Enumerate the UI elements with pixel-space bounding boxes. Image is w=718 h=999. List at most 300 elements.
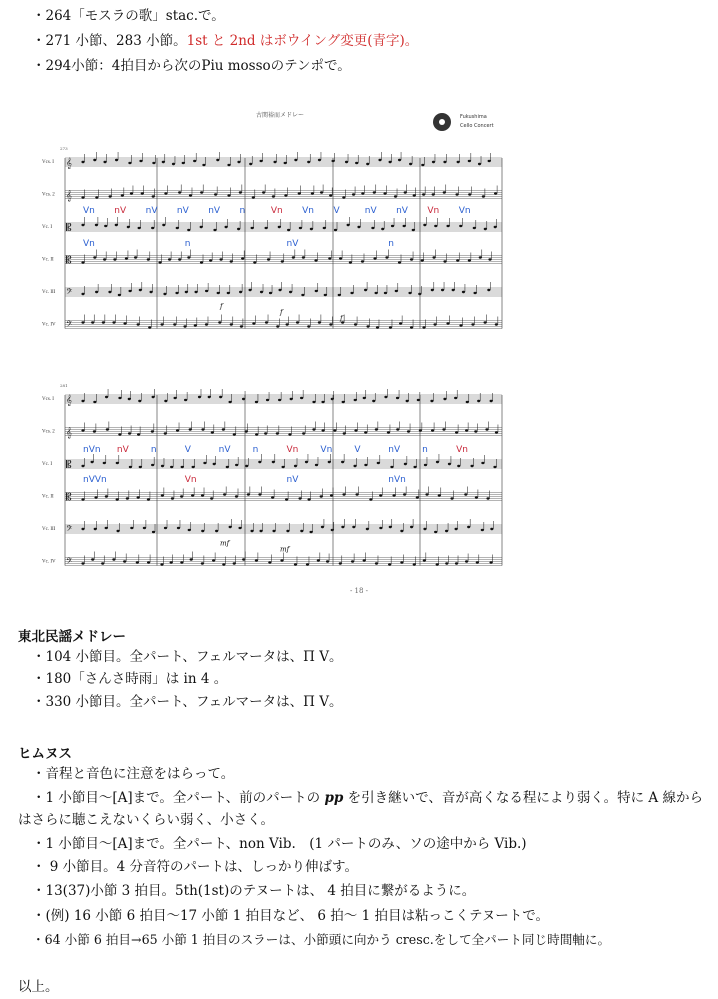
note: [385, 256, 388, 258]
note: [81, 465, 84, 467]
note: [450, 497, 453, 499]
intro-line-3: ・294小節：4拍目から次のPiu mossoのテンポで。: [32, 58, 351, 74]
note: [224, 226, 227, 228]
note: [81, 224, 84, 226]
note: [424, 464, 427, 466]
clef: 𝄡: [66, 492, 72, 504]
note: [443, 260, 446, 262]
note: [233, 433, 236, 435]
note: [465, 560, 468, 562]
note: [222, 428, 225, 430]
bowing-mark: Vn: [320, 445, 333, 455]
note: [239, 191, 242, 193]
tohoku-line-1: ・104 小節目。全パート、フェルマータは、Π V。: [32, 649, 343, 665]
note: [381, 228, 384, 230]
note: [81, 261, 84, 263]
note: [305, 461, 308, 463]
note: [237, 228, 240, 230]
note: [404, 463, 407, 465]
ensemble-logo: [433, 113, 494, 131]
note: [152, 396, 155, 398]
note: [112, 321, 115, 323]
note: [421, 259, 424, 261]
note: [216, 159, 219, 161]
hymnus-heading: ヒムヌス: [18, 746, 72, 762]
note: [495, 323, 498, 325]
note: [353, 465, 356, 467]
staff-label: Vcs. 2: [42, 429, 55, 435]
note: [375, 428, 378, 430]
note: [235, 495, 238, 497]
note: [354, 429, 357, 431]
note: [343, 432, 346, 434]
note: [354, 399, 357, 401]
note: [229, 526, 232, 528]
clef: 𝄞: [66, 395, 72, 406]
note: [306, 563, 309, 565]
note: [160, 563, 163, 565]
note: [432, 161, 435, 163]
note: [219, 258, 222, 260]
note: [389, 526, 392, 528]
note: [298, 192, 301, 194]
note: [389, 326, 392, 328]
note: [294, 563, 297, 565]
note: [321, 401, 324, 403]
note: [302, 432, 305, 434]
note: [176, 227, 179, 229]
note: [240, 325, 243, 327]
note: [342, 401, 345, 403]
note: [333, 429, 336, 431]
note: [409, 163, 412, 165]
note: [168, 258, 171, 260]
note: [121, 194, 124, 196]
note: [398, 261, 401, 263]
note: [331, 398, 334, 400]
note: [438, 494, 441, 496]
note: [238, 527, 241, 529]
note: [272, 461, 275, 463]
dynamic-mark: f: [280, 308, 283, 317]
note: [481, 529, 484, 531]
note: [161, 465, 164, 467]
note: [205, 290, 208, 292]
staff-label: Vcs. I: [42, 397, 54, 402]
note: [321, 526, 324, 528]
note: [452, 289, 455, 291]
note: [324, 294, 327, 296]
note: [260, 160, 263, 162]
note: [112, 558, 115, 560]
note: [201, 428, 204, 430]
note: [170, 466, 173, 468]
note: [339, 257, 342, 259]
note: [278, 226, 281, 228]
note: [445, 530, 448, 532]
note: [242, 398, 245, 400]
note: [258, 493, 261, 495]
note: [489, 561, 492, 563]
note: [252, 322, 255, 324]
note: [331, 529, 334, 531]
note: [118, 397, 121, 399]
note: [101, 562, 104, 564]
note: [315, 290, 318, 292]
note: [164, 400, 167, 402]
note: [400, 530, 403, 532]
note: [423, 224, 426, 226]
note: [210, 497, 213, 499]
note: [172, 163, 175, 165]
note: [276, 325, 279, 327]
clef: 𝄞: [66, 427, 72, 439]
note: [330, 494, 333, 496]
note: [118, 433, 121, 435]
note: [364, 431, 367, 433]
note: [148, 326, 151, 328]
note: [181, 466, 184, 468]
note: [494, 226, 497, 228]
note: [292, 256, 295, 258]
note: [147, 258, 150, 260]
note: [403, 225, 406, 227]
note: [255, 559, 258, 561]
note: [465, 429, 468, 431]
note: [495, 431, 498, 433]
bowing-mark: n: [422, 445, 428, 455]
score-excerpt: [40, 100, 510, 600]
note: [203, 462, 206, 464]
note: [342, 493, 345, 495]
note: [474, 430, 477, 432]
clef: 𝄢: [66, 557, 73, 569]
system1-measure-number: 273: [60, 146, 68, 151]
note: [183, 325, 186, 327]
note: [445, 562, 448, 564]
bowing-mark: nVn: [388, 475, 406, 485]
note: [125, 257, 128, 259]
note: [139, 160, 142, 162]
note: [413, 194, 416, 196]
note: [230, 323, 233, 325]
note: [201, 530, 204, 532]
note: [422, 326, 425, 328]
note: [476, 561, 479, 563]
note: [211, 431, 214, 433]
note: [421, 164, 424, 166]
note: [262, 191, 265, 193]
note: [219, 396, 222, 398]
bowing-mark: V: [354, 445, 361, 455]
bowing-mark: nV: [396, 206, 408, 216]
note: [284, 194, 287, 196]
note: [198, 396, 201, 398]
note: [490, 400, 493, 402]
note: [395, 290, 398, 292]
note: [229, 401, 232, 403]
hymnus-line-4: ・1 小節目～[A]まで。全パート、non Vib. (1 パートのみ、ソの途中から Vib.): [32, 836, 527, 852]
note: [419, 429, 422, 431]
note: [116, 530, 119, 532]
note: [235, 464, 238, 466]
note: [129, 466, 132, 468]
note: [462, 291, 465, 293]
note: [123, 322, 126, 324]
note: [201, 494, 204, 496]
note: [103, 258, 106, 260]
note: [373, 257, 376, 259]
note: [265, 321, 268, 323]
note: [176, 429, 179, 431]
note: [208, 396, 211, 398]
note: [394, 195, 397, 197]
note: [213, 463, 216, 465]
note: [347, 224, 350, 226]
note: [286, 323, 289, 325]
note: [130, 527, 133, 529]
note: [190, 558, 193, 560]
note: [379, 494, 382, 496]
note: [364, 464, 367, 466]
bowing-mark: Vn: [184, 475, 197, 485]
note: [108, 291, 111, 293]
tohoku-line-2: ・180「さんさ時雨」は in 4 。: [32, 671, 228, 687]
note: [464, 493, 467, 495]
note: [448, 463, 451, 465]
note: [361, 192, 364, 194]
note: [118, 294, 121, 296]
note: [265, 227, 268, 229]
note: [264, 432, 267, 434]
note: [310, 228, 313, 230]
note: [177, 527, 180, 529]
note: [269, 292, 272, 294]
note: [289, 291, 292, 293]
note: [378, 159, 381, 161]
dynamic-mark: mf: [280, 545, 290, 554]
note: [272, 530, 275, 532]
note: [81, 293, 84, 295]
note: [175, 292, 178, 294]
note: [482, 195, 485, 197]
note: [109, 195, 112, 197]
note: [413, 563, 416, 565]
note: [423, 528, 426, 530]
clef: 𝄢: [66, 288, 73, 299]
intro-line-1: ・264「モスラの歌」stac.で。: [32, 8, 225, 24]
note: [363, 397, 366, 399]
note: [178, 191, 181, 193]
note: [477, 400, 480, 402]
intro-line-2: ・271 小節、283 小節。1st と 2nd はボウイング変更(青字)。: [32, 33, 419, 49]
dynamic-mark: mf: [220, 539, 230, 548]
bowing-mark: n: [184, 239, 191, 249]
note: [317, 559, 320, 561]
note: [434, 531, 437, 533]
pp-dynamic: pp: [324, 790, 344, 806]
note: [81, 429, 84, 431]
note: [433, 323, 436, 325]
note: [173, 323, 176, 325]
note: [376, 326, 379, 328]
note: [398, 159, 401, 161]
note: [223, 493, 226, 495]
staff-label: Vcs. I: [42, 160, 54, 165]
note: [487, 289, 490, 291]
note: [151, 227, 154, 229]
note: [406, 400, 409, 402]
note: [408, 292, 411, 294]
note: [412, 229, 415, 231]
note: [226, 466, 229, 468]
note: [320, 495, 323, 497]
note: [375, 562, 378, 564]
note: [147, 561, 150, 563]
note: [300, 530, 303, 532]
note: [342, 196, 345, 198]
note: [237, 161, 240, 163]
note: [91, 558, 94, 560]
note: [95, 196, 98, 198]
note: [355, 162, 358, 164]
clef: 𝄞: [66, 190, 72, 202]
note: [126, 497, 129, 499]
note: [384, 292, 387, 294]
note: [105, 527, 108, 529]
note: [339, 562, 342, 564]
note: [416, 496, 419, 498]
note: [239, 291, 242, 293]
note: [410, 258, 413, 260]
note: [457, 465, 460, 467]
note: [352, 526, 355, 528]
note: [468, 193, 471, 195]
note: [161, 494, 164, 496]
note: [290, 398, 293, 400]
note: [113, 258, 116, 260]
note: [455, 193, 458, 195]
note: [191, 494, 194, 496]
note: [192, 466, 195, 468]
note: [260, 291, 263, 293]
note: [271, 496, 274, 498]
note: [432, 256, 435, 258]
note: [484, 228, 487, 230]
note: [351, 560, 354, 562]
note: [93, 159, 96, 161]
note: [430, 400, 433, 402]
note: [307, 161, 310, 163]
note: [311, 192, 314, 194]
note: [493, 466, 496, 468]
note: [255, 401, 258, 403]
clef: 𝄡: [66, 255, 72, 267]
note: [403, 493, 406, 495]
note: [320, 191, 323, 193]
bowing-mark: nVVn: [83, 475, 107, 485]
note: [455, 562, 458, 564]
note: [407, 430, 410, 432]
note: [106, 428, 109, 430]
note: [164, 192, 167, 194]
staff-label: Vc. II: [42, 257, 54, 263]
note: [410, 326, 413, 328]
note: [174, 397, 177, 399]
note: [404, 191, 407, 193]
note: [315, 464, 318, 466]
note: [115, 159, 118, 161]
note: [93, 401, 96, 403]
note: [312, 401, 315, 403]
note: [366, 163, 369, 165]
note: [296, 321, 299, 323]
note: [252, 196, 255, 198]
note: [215, 530, 218, 532]
tohoku-line-3: ・330 小節目。全パート、フェルマータは、Π V。: [32, 694, 343, 710]
note: [384, 396, 387, 398]
note: [273, 161, 276, 163]
note: [227, 292, 230, 294]
bowing-mark: nV: [176, 206, 189, 216]
note: [213, 229, 216, 231]
hymnus-line-1: ・音程と音色に注意をはらって。: [32, 766, 235, 782]
note: [81, 196, 84, 198]
staff-label: Vc. I: [42, 225, 52, 230]
note: [301, 294, 304, 296]
note: [457, 161, 460, 163]
note: [341, 526, 344, 528]
note: [422, 193, 425, 195]
note: [151, 430, 154, 432]
bowing-mark: Vn: [83, 239, 95, 249]
bowing-mark: n: [388, 239, 394, 249]
hymnus-line-2: ・1 小節目～[A]まで。全パート、前のパートの pp を引き継いで、音が高くなる程により弱く。特に A 線から: [32, 790, 703, 806]
note: [454, 397, 457, 399]
note: [259, 530, 262, 532]
note: [494, 192, 497, 194]
note: [294, 159, 297, 161]
note: [300, 397, 303, 399]
note: [434, 225, 437, 227]
note: [350, 292, 353, 294]
note: [255, 433, 258, 435]
note: [400, 561, 403, 563]
note: [307, 498, 310, 500]
score-system-1: [42, 152, 502, 332]
note: [361, 260, 364, 262]
note: [116, 498, 119, 500]
note: [372, 400, 375, 402]
note: [103, 462, 106, 464]
note: [484, 321, 487, 323]
note: [258, 461, 261, 463]
note: [396, 428, 399, 430]
page-number: - 18 -: [349, 587, 369, 595]
note: [471, 323, 474, 325]
tohoku-heading: 東北民謡メドレー: [18, 629, 126, 645]
note: [470, 465, 473, 467]
note: [284, 162, 287, 164]
bowing-mark: nV: [114, 206, 127, 216]
note: [139, 289, 142, 291]
note: [128, 162, 131, 164]
note: [481, 462, 484, 464]
bowing-mark: V: [333, 206, 340, 216]
note: [130, 192, 133, 194]
note: [178, 258, 181, 260]
note: [158, 261, 161, 263]
